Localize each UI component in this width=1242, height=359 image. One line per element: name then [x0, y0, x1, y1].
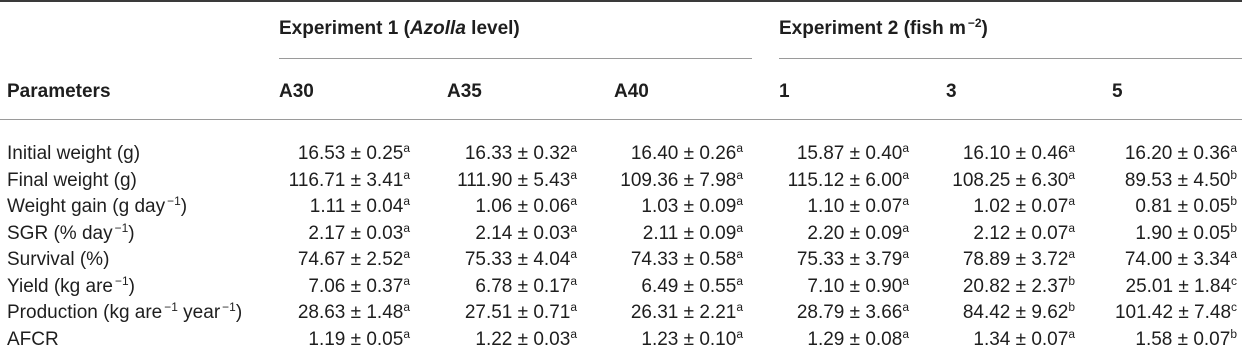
mean-sd-text: 1.58 ± 0.07 [1135, 328, 1231, 350]
row-label [7, 220, 135, 246]
cell-value [807, 196, 909, 219]
significance-letter: a [403, 247, 410, 262]
mean-sd-text: 1.34 ± 0.07 [973, 328, 1069, 350]
cell-value [457, 167, 577, 193]
cell-value [631, 143, 743, 166]
cell-value [641, 326, 743, 352]
header-text: Experiment 1 ( [279, 18, 410, 39]
mean-sd-text: 16.53 ± 0.25 [297, 143, 404, 164]
significance-letter: a [902, 247, 909, 262]
cell-value [1125, 143, 1237, 166]
cell-value [631, 249, 743, 272]
significance-letter: b [1230, 326, 1237, 341]
mean-sd-text: 2.20 ± 0.09 [807, 222, 903, 244]
column-header-1: 1 [779, 81, 790, 102]
significance-letter: c [1231, 300, 1237, 315]
cell-value [797, 249, 909, 272]
significance-letter: a [570, 141, 577, 156]
table-top-rule [0, 0, 1242, 2]
cell-value [807, 326, 909, 352]
cell-value [465, 302, 577, 325]
row-label-text: Production (kg are [7, 302, 163, 323]
table-row [0, 220, 1242, 245]
cell-value [298, 143, 410, 166]
cell-value [797, 302, 909, 325]
unit-superscript: −1 [222, 300, 236, 315]
significance-letter: a [1068, 326, 1075, 341]
significance-letter: a [403, 194, 410, 209]
mean-sd-text: 74.67 ± 2.52 [297, 249, 404, 270]
column-header-5: 5 [1112, 81, 1123, 102]
table-row [0, 273, 1242, 298]
row-label [7, 249, 109, 271]
column-header-a30: A30 [279, 81, 314, 102]
mean-sd-text: 2.14 ± 0.03 [475, 222, 571, 244]
cell-value [963, 302, 1075, 325]
row-label-text: SGR (% day [7, 222, 113, 244]
cell-value [1135, 326, 1237, 352]
unit-superscript: −1 [114, 220, 129, 235]
significance-letter: b [1068, 300, 1075, 315]
cell-value [298, 302, 410, 325]
significance-letter: a [403, 167, 410, 182]
significance-letter: a [1068, 194, 1075, 209]
table-row [0, 143, 1242, 165]
significance-letter: a [902, 273, 909, 288]
azolla-italic-text: Azolla [409, 18, 466, 39]
significance-letter: a [570, 167, 577, 182]
row-label [7, 143, 140, 165]
cell-value [962, 273, 1075, 299]
significance-letter: a [736, 273, 743, 288]
mean-sd-text: 1.23 ± 0.10 [641, 328, 737, 350]
mean-sd-text: 2.11 ± 0.09 [642, 222, 737, 244]
mean-sd-text: 2.17 ± 0.03 [308, 222, 404, 244]
unit-superscript: −1 [164, 300, 178, 315]
table-row [0, 196, 1242, 218]
header-rule [0, 119, 1242, 120]
row-label-text: Initial weight (g) [7, 143, 141, 164]
cell-value [475, 196, 577, 219]
cell-value [1115, 302, 1237, 325]
mean-sd-text: 27.51 ± 0.71 [464, 302, 571, 323]
significance-letter: a [570, 326, 577, 341]
row-label-text: Yield (kg are [7, 275, 113, 297]
cell-value [308, 273, 410, 299]
cell-value [1125, 273, 1238, 299]
cell-value [631, 302, 743, 325]
cell-value [1135, 220, 1237, 246]
cell-value [310, 196, 410, 219]
significance-letter: b [1230, 167, 1237, 182]
mean-sd-text: 0.81 ± 0.05 [1135, 196, 1231, 217]
mean-sd-text: 74.00 ± 3.34 [1124, 249, 1231, 270]
cell-value [952, 167, 1075, 193]
significance-letter: a [1068, 141, 1075, 156]
mean-sd-text: 115.12 ± 6.00 [787, 169, 903, 191]
significance-letter: a [570, 300, 577, 315]
cell-value [308, 220, 410, 246]
significance-letter: a [736, 141, 743, 156]
cell-value [475, 220, 577, 246]
cell-value [963, 249, 1075, 272]
header-text: level) [465, 18, 520, 39]
mean-sd-text: 16.33 ± 0.32 [464, 143, 571, 164]
experiment-1-underline [279, 58, 752, 59]
mean-sd-text: 1.19 ± 0.05 [308, 328, 404, 350]
significance-letter: a [736, 326, 743, 341]
significance-letter: a [902, 194, 909, 209]
column-header-a35: A35 [447, 81, 482, 102]
header-text: ) [981, 18, 988, 39]
mean-sd-text: 2.12 ± 0.07 [973, 222, 1069, 244]
cell-value [787, 167, 909, 193]
significance-letter: a [570, 247, 577, 262]
mean-sd-text: 28.63 ± 1.48 [297, 302, 404, 323]
mean-sd-text: 75.33 ± 4.04 [464, 249, 571, 270]
cell-value [973, 326, 1075, 352]
mean-sd-text: 7.10 ± 0.90 [807, 275, 903, 297]
row-label-text: Weight gain (g day [7, 196, 166, 217]
significance-letter: a [736, 247, 743, 262]
cell-value [807, 273, 909, 299]
significance-letter: a [570, 220, 577, 235]
cell-value [475, 326, 577, 352]
mean-sd-text: 1.90 ± 0.05 [1135, 222, 1231, 244]
cell-value [641, 273, 743, 299]
mean-sd-text: 1.06 ± 0.06 [475, 196, 571, 217]
significance-letter: b [1230, 194, 1237, 209]
significance-letter: a [736, 167, 743, 182]
significance-letter: a [736, 300, 743, 315]
row-label-text: year [177, 302, 221, 323]
significance-letter: a [570, 273, 577, 288]
row-label [7, 170, 137, 192]
mean-sd-text: 109.36 ± 7.98 [620, 169, 737, 191]
cell-value [973, 220, 1075, 246]
cell-value [641, 196, 743, 219]
mean-sd-text: 20.82 ± 2.37 [962, 275, 1069, 297]
experiment-2-header [779, 18, 988, 41]
cell-value [1135, 196, 1237, 219]
significance-letter: b [1230, 220, 1237, 235]
mean-sd-text: 78.89 ± 3.72 [962, 249, 1069, 270]
unit-superscript: −1 [114, 273, 129, 288]
row-label-text: ) [180, 196, 188, 217]
mean-sd-text: 1.29 ± 0.08 [807, 328, 903, 350]
significance-letter: a [902, 141, 909, 156]
significance-letter: a [1230, 247, 1237, 262]
significance-letter: a [902, 220, 909, 235]
cell-value [620, 167, 743, 193]
significance-letter: a [736, 194, 743, 209]
significance-letter: a [902, 167, 909, 182]
row-label [7, 273, 135, 299]
mean-sd-text: 16.10 ± 0.46 [962, 143, 1069, 164]
mean-sd-text: 1.10 ± 0.07 [807, 196, 903, 217]
row-label [7, 196, 187, 219]
cell-value [308, 326, 410, 352]
significance-letter: a [1068, 167, 1075, 182]
significance-letter: a [403, 273, 410, 288]
mean-sd-text: 26.31 ± 2.21 [630, 302, 737, 323]
mean-sd-text: 75.33 ± 3.79 [796, 249, 903, 270]
significance-letter: c [1231, 273, 1237, 288]
significance-letter: a [403, 220, 410, 235]
mean-sd-text: 28.79 ± 3.66 [796, 302, 903, 323]
column-header-a40: A40 [614, 81, 649, 102]
mean-sd-text: 7.06 ± 0.37 [308, 275, 404, 297]
cell-value [642, 220, 743, 246]
experiment-2-underline [779, 58, 1242, 59]
row-label-text: AFCR [7, 328, 59, 350]
experiment-1-header [279, 18, 520, 40]
row-label-text: Final weight (g) [7, 169, 137, 191]
table-row [0, 167, 1242, 192]
significance-letter: a [570, 194, 577, 209]
unit-superscript: −2 [967, 16, 982, 31]
row-label [7, 302, 242, 325]
mean-sd-text: 25.01 ± 1.84 [1125, 275, 1232, 297]
significance-letter: a [902, 326, 909, 341]
mean-sd-text: 1.02 ± 0.07 [973, 196, 1069, 217]
cell-value [963, 143, 1075, 166]
mean-sd-text: 84.42 ± 9.62 [962, 302, 1069, 323]
mean-sd-text: 101.42 ± 7.48 [1114, 302, 1232, 323]
cell-value [807, 220, 909, 246]
mean-sd-text: 1.11 ± 0.04 [309, 196, 404, 217]
significance-letter: a [403, 141, 410, 156]
mean-sd-text: 1.22 ± 0.03 [475, 328, 571, 350]
mean-sd-text: 16.40 ± 0.26 [630, 143, 737, 164]
mean-sd-text: 74.33 ± 0.58 [630, 249, 737, 270]
cell-value [475, 273, 577, 299]
header-text: Experiment 2 (fish m [779, 18, 966, 39]
cell-value [1125, 249, 1237, 272]
column-header-3: 3 [946, 81, 957, 102]
mean-sd-text: 89.53 ± 4.50 [1124, 169, 1231, 191]
unit-superscript: −1 [167, 194, 181, 209]
mean-sd-text: 111.90 ± 5.43 [457, 169, 571, 191]
cell-value [465, 249, 577, 272]
cell-value [288, 167, 410, 193]
significance-letter: a [902, 300, 909, 315]
mean-sd-text: 15.87 ± 0.40 [796, 143, 903, 164]
significance-letter: a [1068, 247, 1075, 262]
significance-letter: b [1068, 273, 1075, 288]
row-label-text: ) [235, 302, 243, 323]
table-row [0, 302, 1242, 324]
mean-sd-text: 116.71 ± 3.41 [288, 169, 404, 191]
cell-value [797, 143, 909, 166]
mean-sd-text: 16.20 ± 0.36 [1124, 143, 1231, 164]
row-label-text: ) [128, 222, 135, 244]
significance-letter: a [403, 300, 410, 315]
row-label-text: ) [128, 275, 135, 297]
table-row [0, 326, 1242, 351]
significance-letter: a [1068, 220, 1075, 235]
row-label-text: Survival (%) [7, 249, 110, 270]
parameters-header: Parameters [7, 81, 111, 102]
mean-sd-text: 6.49 ± 0.55 [641, 275, 737, 297]
row-label [7, 329, 59, 351]
significance-letter: a [403, 326, 410, 341]
significance-letter: a [1230, 141, 1237, 156]
mean-sd-text: 6.78 ± 0.17 [475, 275, 571, 297]
table-row [0, 249, 1242, 271]
mean-sd-text: 108.25 ± 6.30 [952, 169, 1069, 191]
cell-value [465, 143, 577, 166]
cell-value [298, 249, 410, 272]
cell-value [1124, 167, 1237, 193]
mean-sd-text: 1.03 ± 0.09 [641, 196, 737, 217]
significance-letter: a [736, 220, 743, 235]
cell-value [973, 196, 1075, 219]
